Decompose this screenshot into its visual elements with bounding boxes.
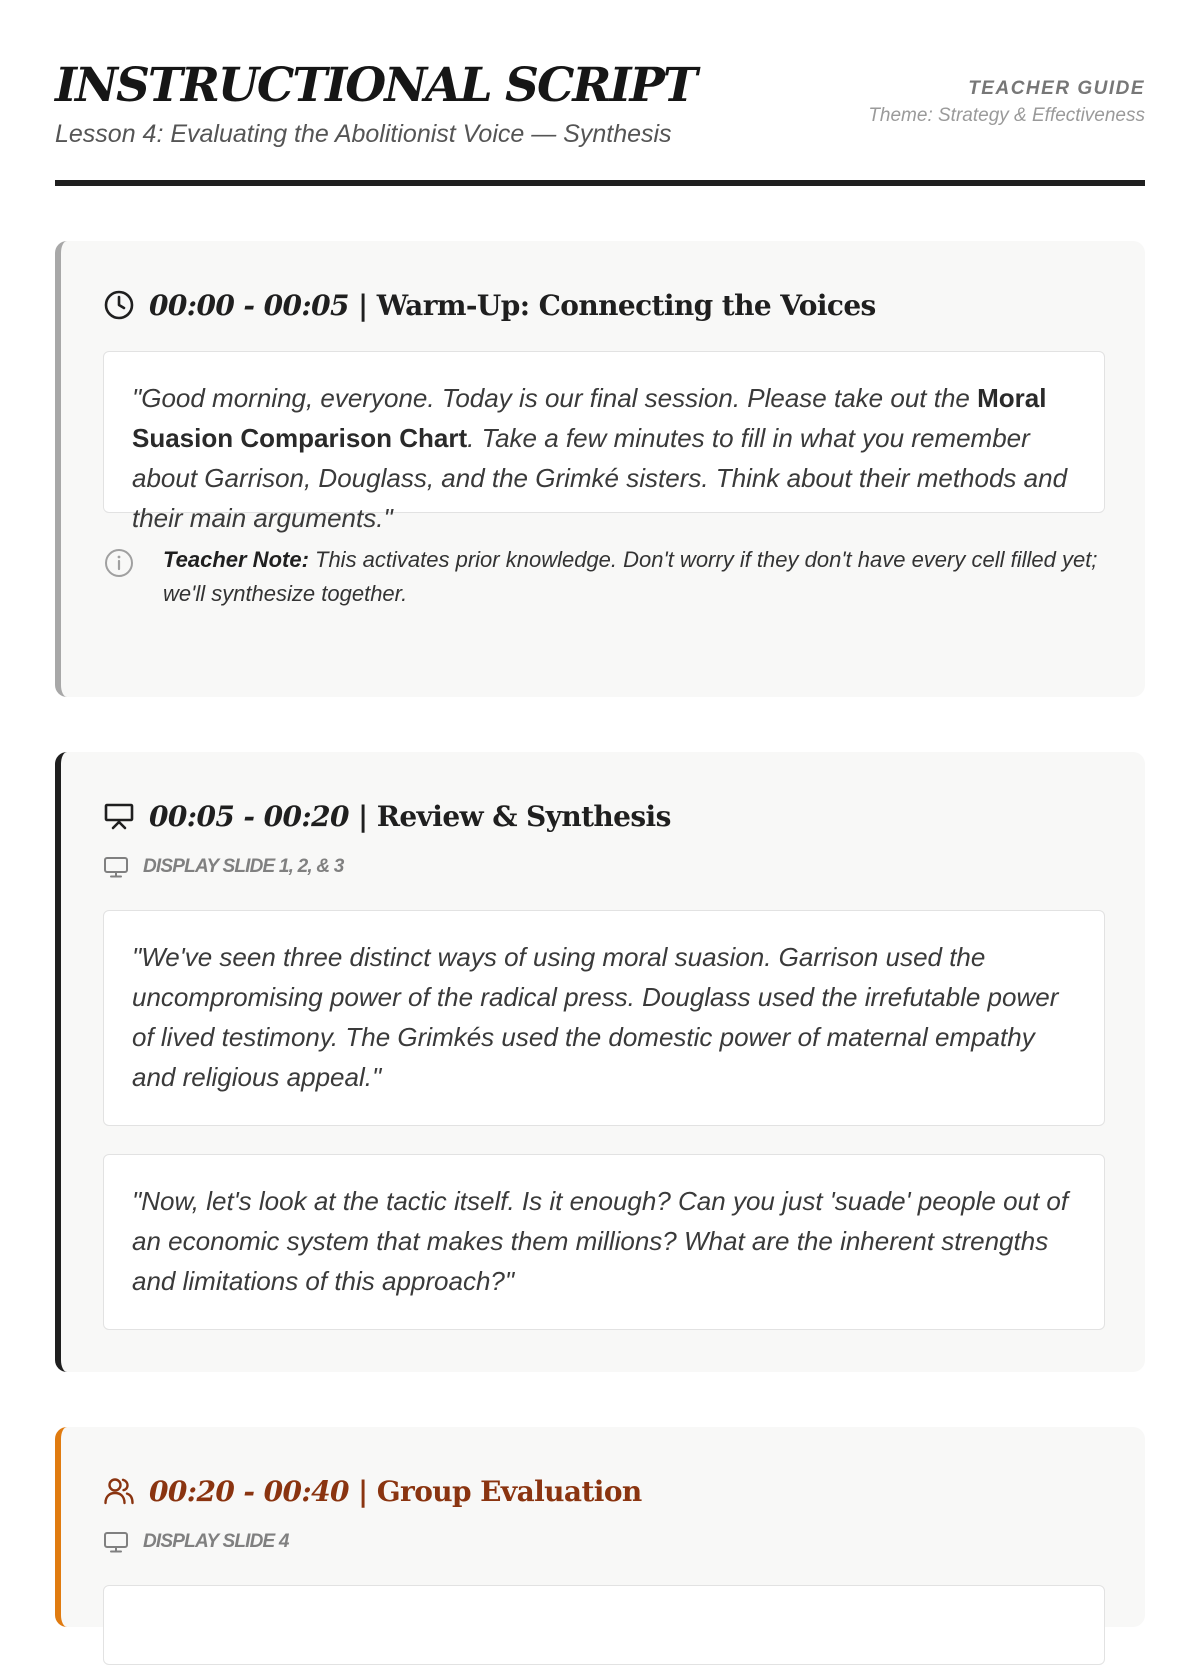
- presentation-icon: [103, 800, 135, 832]
- script-text-continued: . Take a few minutes to fill in what you remember about Garrison, Douglass, and the Grimké sisters. Think about their methods and their main arguments.": [132, 423, 1068, 533]
- script-quote: [103, 351, 1105, 533]
- section-title: [149, 1475, 642, 1508]
- teacher-guide-label: TEACHER GUIDE: [968, 78, 1145, 99]
- section-heading: [103, 1471, 1105, 1511]
- section-title-text: | Group Evaluation: [348, 1474, 642, 1508]
- info-icon: [103, 547, 135, 579]
- script-quote: "Now, let's look at the tactic itself. Is it enough? Can you just 'suade' people out of an economic system that makes them millions? What are the inherent strengths and limitations of this approach?": [103, 1154, 1105, 1330]
- section-title-text: | Warm-Up: Connecting the Voices: [348, 288, 876, 322]
- display-slide-tag: [103, 1527, 1105, 1557]
- teacher-note-text: [163, 543, 1105, 611]
- section-review-synthesis: [55, 752, 1145, 1372]
- page-title: INSTRUCTIONAL SCRIPT: [55, 58, 696, 113]
- slide-tag-label: DISPLAY SLIDE 4: [143, 1531, 289, 1552]
- lesson-subtitle: Lesson 4: Evaluating the Abolitionist Voice — Synthesis: [55, 120, 672, 148]
- section-warm-up: [55, 241, 1145, 697]
- section-time: 00:05 - 00:20: [149, 799, 349, 833]
- section-title-text: | Review & Synthesis: [348, 799, 671, 833]
- display-slide-tag: [103, 852, 1105, 882]
- section-title: [149, 800, 671, 833]
- teacher-note: [103, 543, 1105, 611]
- section-group-evaluation: [55, 1427, 1145, 1627]
- section-heading: [103, 285, 1105, 325]
- section-time: 00:20 - 00:40: [149, 1474, 349, 1508]
- monitor-icon: [103, 1529, 129, 1555]
- script-text: "Good morning, everyone. Today is our final session. Please take out the: [132, 383, 978, 413]
- monitor-icon: [103, 854, 129, 880]
- theme-label: Theme: Strategy & Effectiveness: [868, 105, 1145, 126]
- teacher-note-body: This activates prior knowledge. Don't worry if they don't have every cell filled yet; we'll synthesize together.: [163, 547, 1098, 606]
- teacher-note-label: Teacher Note:: [163, 547, 309, 572]
- clock-icon: [103, 289, 135, 321]
- slide-tag-label: DISPLAY SLIDE 1, 2, & 3: [143, 856, 344, 877]
- section-time: 00:00 - 00:05: [149, 288, 349, 322]
- section-heading: [103, 796, 1105, 836]
- header-divider: [55, 180, 1145, 186]
- script-quote: "We've seen three distinct ways of using moral suasion. Garrison used the uncompromising power of the radical press. Douglass used the irrefutable power of lived testimony. The Grimkés used the domestic power of maternal empathy and religious appeal.": [103, 910, 1105, 1126]
- section-title: [149, 289, 876, 322]
- chart-name-emphasis: Moral Suasion Comparison Chart: [132, 383, 1047, 453]
- users-icon: [103, 1475, 135, 1507]
- script-quote: [103, 1585, 1105, 1665]
- document-header: [55, 0, 1145, 186]
